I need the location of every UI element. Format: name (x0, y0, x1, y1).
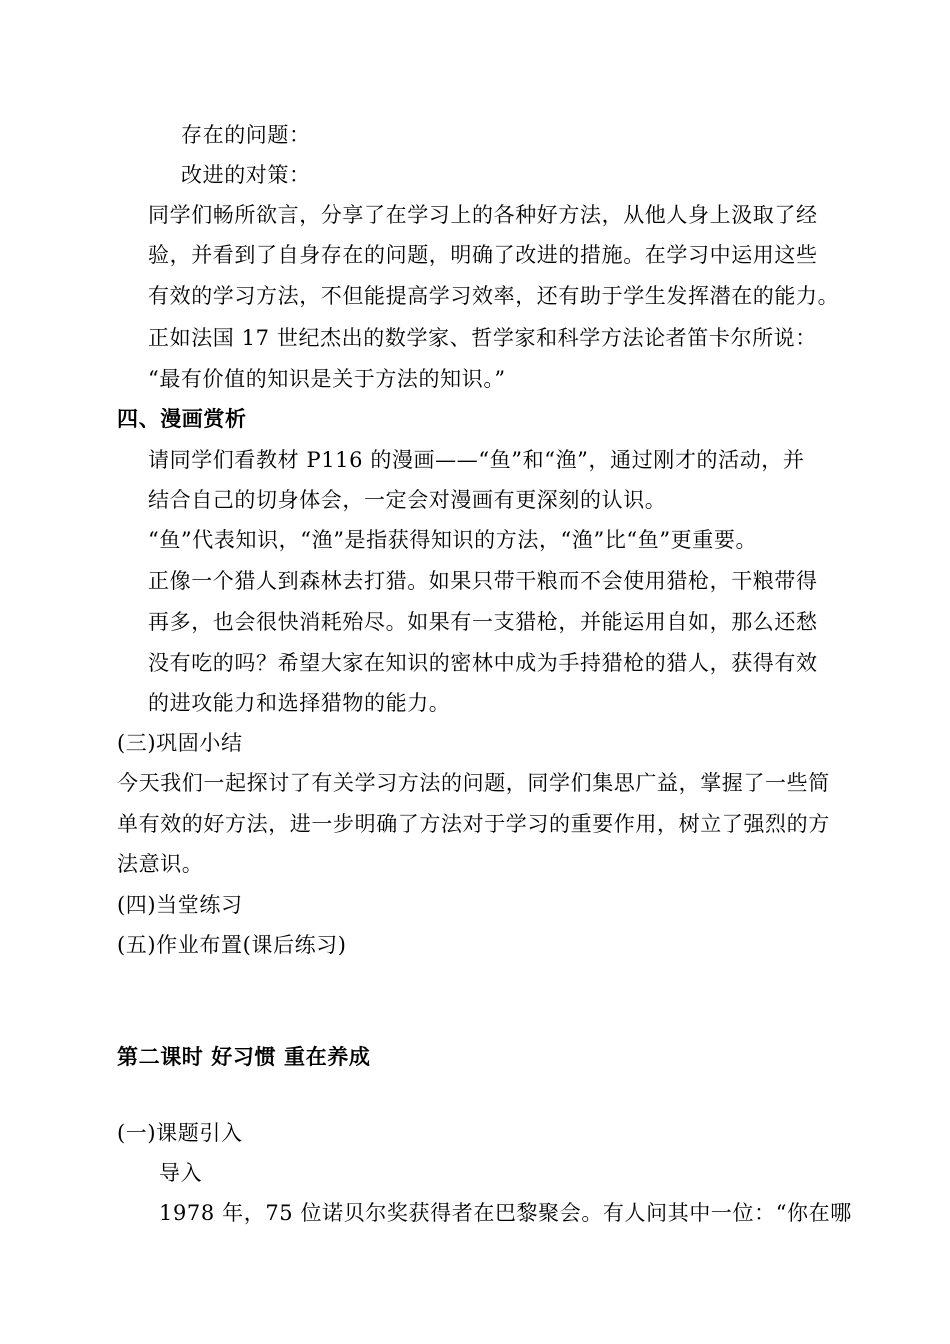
paragraph-line: 结合自己的切身体会，一定会对漫画有更深刻的认识。 (148, 488, 667, 512)
intro-label: 导入 (159, 1161, 203, 1185)
problem-label: 存在的问题： (181, 123, 311, 147)
paragraph-line: 正像一个猎人到森林去打猎。如果只带干粮而不会使用猎枪，干粮带得 (148, 569, 818, 593)
paragraph-line: 请同学们看教材 P116 的漫画——“鱼”和“渔”，通过刚才的活动，并 (148, 448, 805, 472)
intro-heading: (一)课题引入 (117, 1121, 243, 1145)
homework-heading: (五)作业布置(课后练习) (117, 933, 347, 957)
paragraph-line: 正如法国 17 世纪杰出的数学家、哲学家和科学方法论者笛卡尔所说： (148, 326, 817, 350)
paragraph-line: 验，并看到了自身存在的问题，明确了改进的措施。在学习中运用这些 (148, 243, 818, 267)
quote-line: “最有价值的知识是关于方法的知识。” (148, 367, 506, 391)
strategy-label: 改进的对策： (181, 163, 311, 187)
paragraph-line: 法意识。 (117, 852, 204, 876)
practice-heading: (四)当堂练习 (117, 893, 243, 917)
paragraph-line: 同学们畅所欲言，分享了在学习上的各种好方法，从他人身上汲取了经 (148, 203, 818, 227)
summary-heading: (三)巩固小结 (117, 731, 243, 755)
paragraph-line: 今天我们一起探讨了有关学习方法的问题，同学们集思广益，掌握了一些简 (117, 771, 830, 795)
paragraph-line: 有效的学习方法，不但能提高学习效率，还有助于学生发挥潜在的能力。 (148, 284, 840, 308)
paragraph-line: 再多，也会很快消耗殆尽。如果有一支猎枪，并能运用自如，那么还愁 (148, 610, 818, 634)
paragraph-line: 的进攻能力和选择猎物的能力。 (148, 691, 451, 715)
paragraph-line: 1978 年，75 位诺贝尔奖获得者在巴黎聚会。有人问其中一位：“你在哪 (159, 1201, 852, 1225)
section-heading-comic: 四、漫画赏析 (117, 407, 247, 431)
paragraph-line: 单有效的好方法，进一步明确了方法对于学习的重要作用，树立了强烈的方 (117, 812, 830, 836)
lesson-title: 第二课时 好习惯 重在养成 (117, 1045, 371, 1069)
paragraph-line: 没有吃的吗？希望大家在知识的密林中成为手持猎枪的猎人，获得有效 (148, 651, 818, 675)
paragraph-line: “鱼”代表知识，“渔”是指获得知识的方法，“渔”比“鱼”更重要。 (148, 528, 758, 552)
